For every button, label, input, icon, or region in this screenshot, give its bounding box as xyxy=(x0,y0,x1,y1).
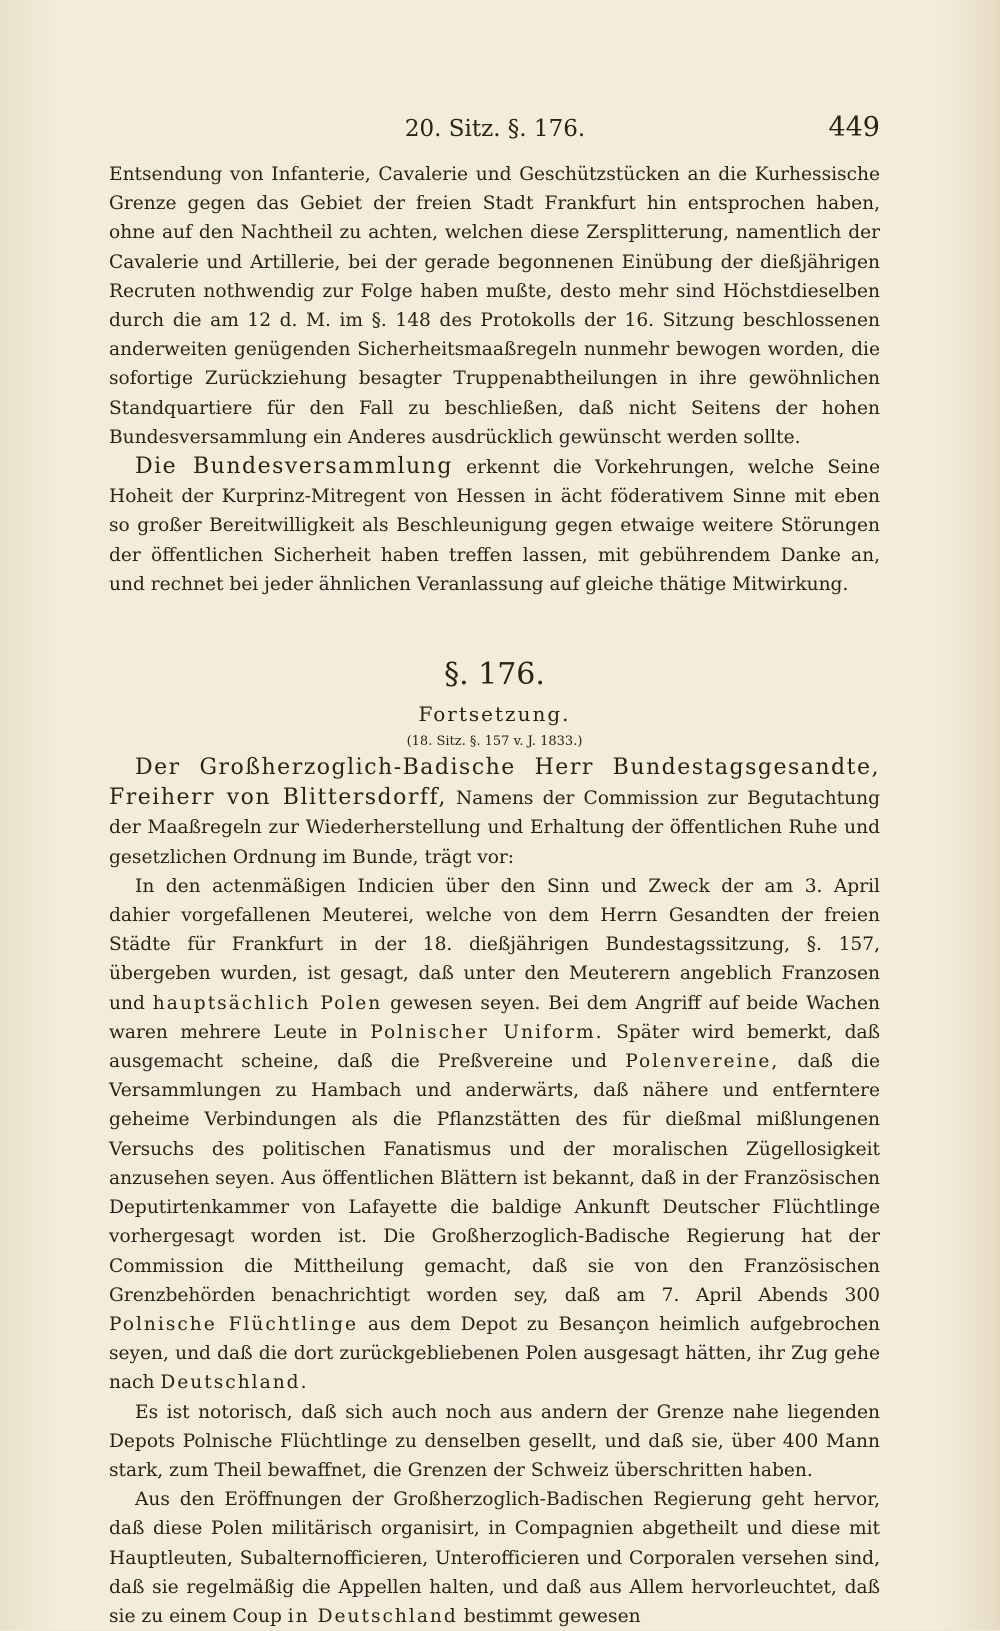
resolution-lead: Die Bundesversammlung xyxy=(135,454,453,480)
running-title: 20. Sitz. §. 176. xyxy=(404,116,586,142)
text-run: bestimmt gewesen xyxy=(457,1605,641,1627)
resolution-text: erkennt die Vorkehrungen, welche Seine Hoheit der Kurprinz-Mitregent von Hessen in ächt föderativem Sinne mit eben so großer Bereitwilligkeit als Beschleunigung gegen etwaige weitere Störungen der öffentlichen Sicherheit haben treffen lassen, mit gebührendem Danke an, und rechnet bei jeder ähnlichen Veranlassung auf gleiche thätige Mitwirkung. xyxy=(109,457,880,595)
speaker-name: Der Großherzoglich-Badische Herr Bundestagsgesandte, Freiherr von Blittersdorff, xyxy=(109,755,880,811)
paragraph-indicien xyxy=(109,872,880,1398)
text-run: Später wird bemerkt, daß ausgemacht scheine, daß die Preßvereine und xyxy=(109,1021,880,1073)
text-run: gewesen seyen. Bei dem Angriff auf beide Wachen waren mehrere Leute in xyxy=(109,992,880,1043)
page-number: 449 xyxy=(828,112,880,143)
section-subtitle: Fortsetzung. xyxy=(418,702,571,727)
speaker-paragraph xyxy=(109,753,880,872)
emphasis-text: Polenvereine, xyxy=(625,1051,780,1073)
resolution-paragraph xyxy=(109,452,880,599)
text-run: In den actenmäßigen Indicien über den Sinn und Zweck der am 3. April dahier vorgefallenen Meuterei, welche von dem Herrn Gesandten der freien Städte für Frankfurt in der 18. dießjährigen Bundestagssitzung, §. 157, übergeben wurden, ist gesagt, daß unter den Meuterern angeblich Franzosen und xyxy=(109,875,880,1014)
emphasis-text: Polnische Flüchtlinge xyxy=(109,1313,359,1335)
paragraph-eroeffnungen xyxy=(109,1485,880,1631)
section-heading: §. 176. xyxy=(444,657,545,693)
text-run: Aus den Eröffnungen der Großherzoglich-Badischen Regierung geht hervor, daß diese Polen militärisch organisirt, in Compagnien abgetheilt und diese mit Hauptleuten, Subalternofficieren, Unterofficieren und Corporalen versehen sind, daß sie regelmäßig die Appellen halten, und daß aus Allem hervorleuchtet, daß sie zu einem Coup xyxy=(109,1489,880,1627)
emphasis-text: hauptsächlich Polen xyxy=(152,992,383,1014)
continuation-paragraph: Entsendung von Infanterie, Cavalerie und Geschützstücken an die Kurhessische Grenze gegen das Gebiet der freien Stadt Frankfurt hin entsprochen haben, ohne auf den Nachtheil zu achten, welchen diese Zersplitterung, namentlich der Cavalerie und Artillerie, bei der gerade begonnenen Einübung der dießjährigen Recruten nothwendig zur Folge haben mußte, desto mehr sind Höchstdieselben durch die am 12 d. M. im §. 148 des Protokolls der 16. Sitzung beschlossenen anderweiten genügenden Sicherheitsmaaßregeln nunmehr bewogen worden, die sofortige Zurückziehung besagter Truppenabtheilungen in ihre gewöhnlichen Standquartiere für den Fall zu beschließen, daß nicht Seitens der hohen Bundesversammlung ein Anderes ausdrücklich gewünscht werden sollte. xyxy=(109,164,880,448)
emphasis-text: Deutschland. xyxy=(160,1372,309,1394)
paragraph-notorious: Es ist notorisch, daß sich auch noch aus andern der Grenze nahe liegenden Depots Polnische Flüchtlinge zu denselben gesellt, und daß sie, über 400 Mann stark, zum Theil bewaffnet, die Grenzen der Schweiz überschritten haben. xyxy=(109,1401,880,1481)
emphasis-text: Polnischer Uniform. xyxy=(370,1021,604,1043)
emphasis-text: in Deutschland xyxy=(287,1605,458,1627)
speaker-text: Namens der Commission zur Begutachtung der Maaßregeln zur Wiederherstellung und Erhaltung der öffentlichen Ruhe und gesetzlichen Ordnung im Bunde, trägt vor: xyxy=(109,788,880,868)
text-run: daß die Versammlungen zu Hambach und anderwärts, daß nähere und entferntere geheime Verbindungen als die Pflanzstätten des für dießmal mißlungenen Versuchs des politischen Fanatismus und der moralischen Zügellosigkeit anzusehen seyen. Aus öffentlichen Blättern ist bekannt, daß in der Französischen Deputirtenkammer von Lafayette die baldige Ankunft Deutscher Flüchtlinge vorhergesagt worden ist. Die Großherzoglich-Badische Regierung hat der Commission die Mittheilung gemacht, daß sie von den Französischen Grenzbehörden benachrichtigt worden sey, daß am 7. April Abends 300 xyxy=(109,1051,880,1306)
text-run: aus dem Depot zu Besançon heimlich aufgebrochen seyen, und daß die dort zurückgebliebenen Polen ausgesagt hätten, ihr Zug gehe nach xyxy=(109,1313,880,1394)
text-body xyxy=(109,160,880,1631)
section-reference: (18. Sitz. §. 157 v. J. 1833.) xyxy=(406,734,583,750)
